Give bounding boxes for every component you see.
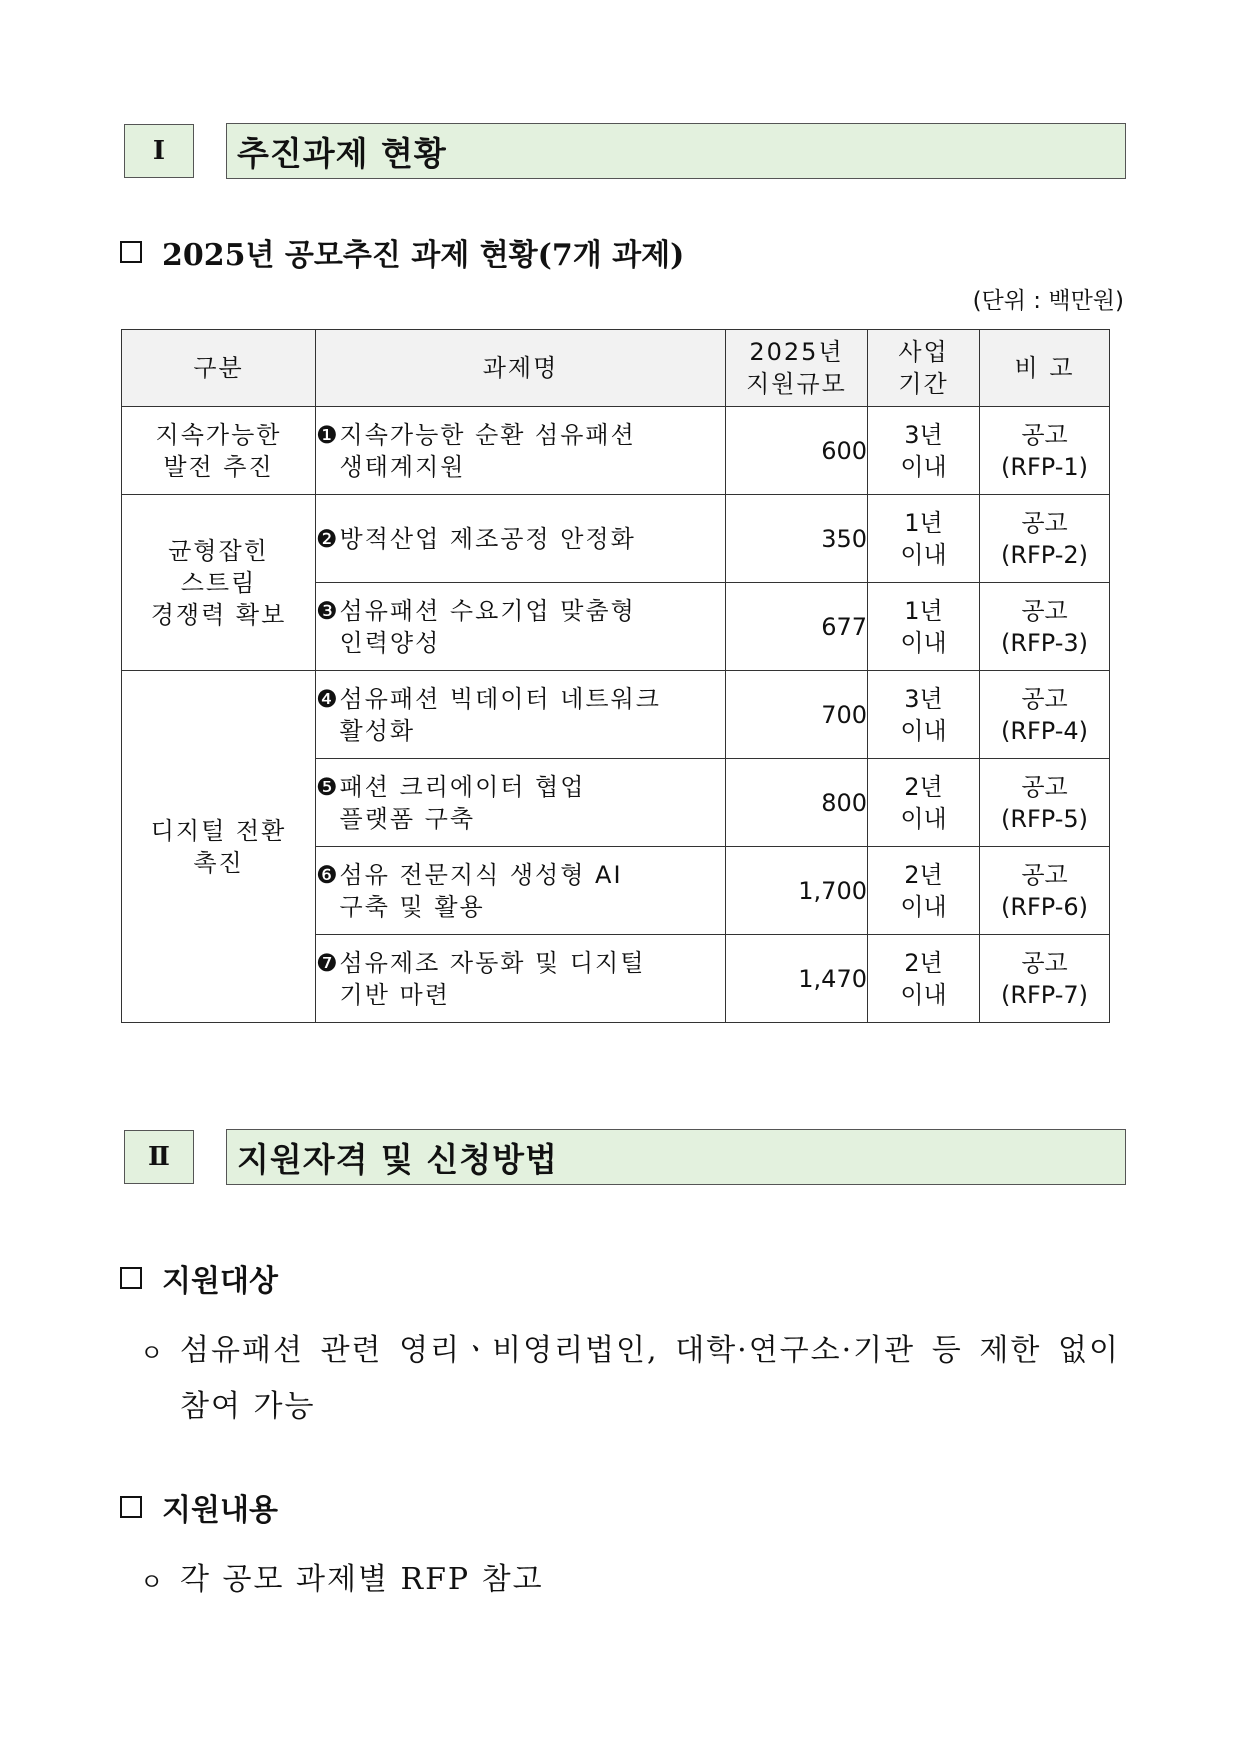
period-cell: 2년 이내 <box>868 935 980 1023</box>
project-table <box>121 329 1110 1023</box>
project-name: 섬유패션 빅데이터 네트워크 활성화 <box>339 684 661 745</box>
unit-note: (단위 : 백만원) <box>972 288 1124 314</box>
note-cell: 공고 (RFP-2) <box>980 495 1110 583</box>
budget-cell: 1,470 <box>726 935 868 1023</box>
number-bullet-7: ❼ <box>316 948 340 977</box>
note-cell: 공고 (RFP-7) <box>980 935 1110 1023</box>
heading-support-content <box>120 1485 278 1529</box>
note-cell: 공고 (RFP-1) <box>980 407 1110 495</box>
number-bullet-2: ❷ <box>316 524 340 553</box>
eligibility-paragraph <box>140 1323 1120 1435</box>
heading-eligibility <box>120 1256 278 1300</box>
note-cell: 공고 (RFP-3) <box>980 583 1110 671</box>
category-cell: 디지털 전환 촉진 <box>122 671 316 1023</box>
section-2-number: Ⅱ <box>124 1130 194 1184</box>
header-category: 구분 <box>122 330 316 407</box>
header-budget: 2025년 지원규모 <box>726 330 868 407</box>
project-name-cell <box>316 935 726 1023</box>
budget-cell: 700 <box>726 671 868 759</box>
budget-cell: 800 <box>726 759 868 847</box>
table-row <box>122 495 1110 583</box>
eligibility-text: 섬유패션 관련 영리ㆍ비영리법인, 대학·연구소·기관 등 제한 없이 참여 가능 <box>180 1333 1120 1424</box>
period-cell: 2년 이내 <box>868 847 980 935</box>
table-row <box>122 671 1110 759</box>
number-bullet-4: ❹ <box>316 684 340 713</box>
table-header-row <box>122 330 1110 407</box>
project-name: 섬유제조 자동화 및 디지털 기반 마련 <box>339 948 646 1009</box>
budget-cell: 600 <box>726 407 868 495</box>
period-cell: 1년 이내 <box>868 583 980 671</box>
note-cell: 공고 (RFP-6) <box>980 847 1110 935</box>
project-name: 패션 크리에이터 협업 플랫폼 구축 <box>339 772 586 833</box>
note-cell: 공고 (RFP-4) <box>980 671 1110 759</box>
period-cell: 2년 이내 <box>868 759 980 847</box>
checkbox-square-icon <box>120 1267 142 1289</box>
budget-cell: 1,700 <box>726 847 868 935</box>
header-note: 비 고 <box>980 330 1110 407</box>
section-2-title: 지원자격 및 신청방법 <box>226 1129 1126 1185</box>
category-cell: 지속가능한 발전 추진 <box>122 407 316 495</box>
heading-project-status <box>120 230 684 274</box>
period-cell: 3년 이내 <box>868 407 980 495</box>
number-bullet-6: ❻ <box>316 860 340 889</box>
period-cell: 1년 이내 <box>868 495 980 583</box>
project-name: 방적산업 제조공정 안정화 <box>339 524 636 553</box>
period-cell: 3년 이내 <box>868 671 980 759</box>
checkbox-square-icon <box>120 1496 142 1518</box>
project-name-cell <box>316 847 726 935</box>
circle-bullet-icon: ㅇ <box>140 1568 166 1596</box>
support-content-text: 각 공모 과제별 RFP 참고 <box>180 1562 544 1597</box>
project-name-cell <box>316 583 726 671</box>
budget-cell: 677 <box>726 583 868 671</box>
project-name-cell <box>316 495 726 583</box>
number-bullet-1: ❶ <box>316 420 340 449</box>
circle-bullet-icon: ㅇ <box>140 1339 166 1367</box>
number-bullet-5: ❺ <box>316 772 340 801</box>
number-bullet-3: ❸ <box>316 596 340 625</box>
section-1-title: 추진과제 현황 <box>226 123 1126 179</box>
support-content-paragraph <box>140 1552 1120 1610</box>
heading-support-content-text: 지원내용 <box>162 1493 278 1528</box>
heading-project-status-text: 2025년 공모추진 과제 현황(7개 과제) <box>162 238 685 273</box>
header-name: 과제명 <box>316 330 726 407</box>
project-name: 지속가능한 순환 섬유패션 생태계지원 <box>339 420 636 481</box>
project-name: 섬유패션 수요기업 맞춤형 인력양성 <box>339 596 636 657</box>
project-name-cell <box>316 759 726 847</box>
note-cell: 공고 (RFP-5) <box>980 759 1110 847</box>
project-name: 섬유 전문지식 생성형 AI 구축 및 활용 <box>339 860 623 921</box>
section-1-number: Ⅰ <box>124 124 194 178</box>
project-name-cell <box>316 407 726 495</box>
heading-eligibility-text: 지원대상 <box>162 1264 278 1299</box>
header-period: 사업 기간 <box>868 330 980 407</box>
table-row <box>122 407 1110 495</box>
checkbox-square-icon <box>120 241 142 263</box>
project-name-cell <box>316 671 726 759</box>
category-cell: 균형잡힌 스트림 경쟁력 확보 <box>122 495 316 671</box>
budget-cell: 350 <box>726 495 868 583</box>
